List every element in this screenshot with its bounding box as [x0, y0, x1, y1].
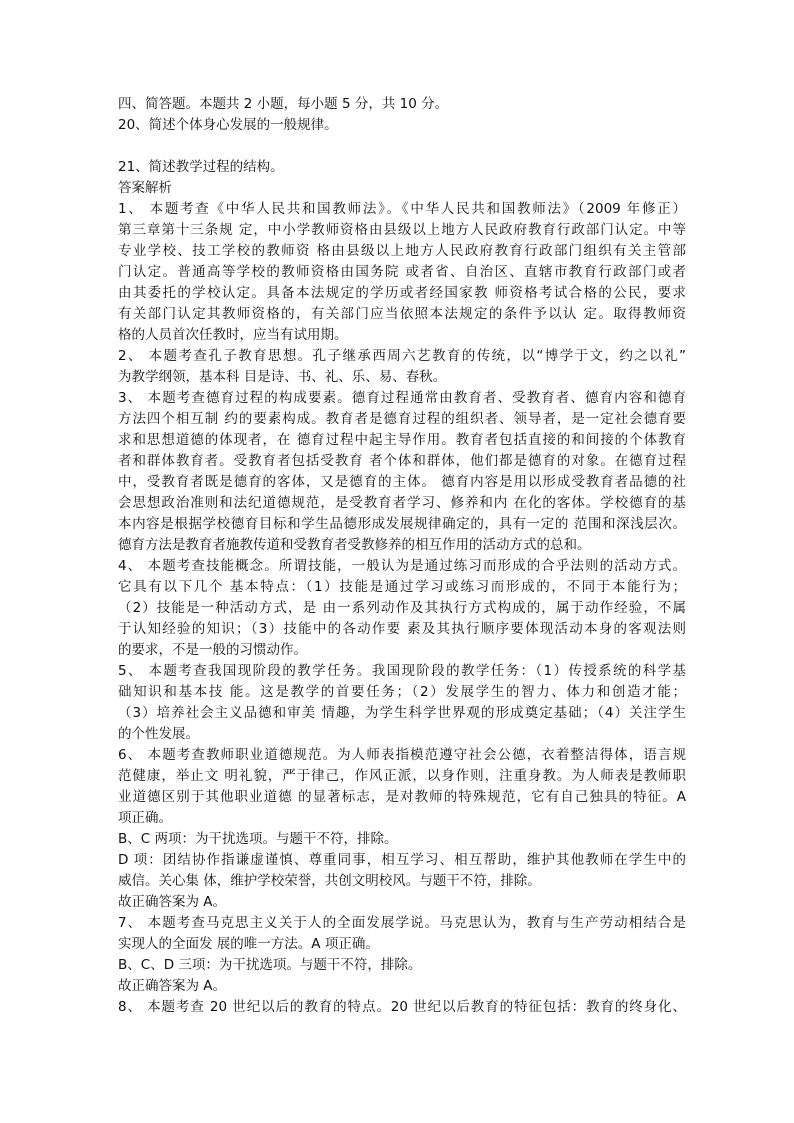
- text-line: 4、 本题考查技能概念。所谓技能，一般认为是通过练习而形成的合乎法则的活动方式。: [118, 558, 686, 574]
- text-line: B、C、D 三项：为干扰选项。与题干不符，排除。: [118, 957, 422, 973]
- text-line: 8、 本题考查 20 世纪以后的教育的特点。20 世纪以后教育的特征包括：教育的终身化、: [118, 999, 686, 1015]
- text-line: 德育方法是教育者施教传道和受教育者受教修养的相互作用的活动方式的总和。: [118, 537, 591, 553]
- text-line: 3、 本题考查德育过程的构成要素。德育过程通常由教育者、受教育者、德育内容和德育: [118, 390, 686, 406]
- text-line: 的个性发展。: [118, 726, 199, 742]
- text-line: 1、 本题考查《中华人民共和国教师法》。《中华人民共和国教师法》（2009 年修正）: [118, 201, 686, 217]
- text-line: 它具有以下几个 基本特点：（1）技能是通过学习或练习而形成的，不同于本能行为；: [118, 579, 686, 595]
- text-line: 威信。关心集 体，维护学校荣誉，共创文明校风。与题干不符，排除。: [118, 873, 541, 889]
- text-line: （2）技能是一种活动方式，是 由一系列动作及其执行方式构成的，属于动作经验，不属: [118, 600, 686, 616]
- text-line: 实现人的全面发 展的唯一方法。A 项正确。: [118, 936, 379, 952]
- text-line: 者和群体教育者。受教育者包括受教育 者个体和群体，他们都是德育的对象。在德育过程: [118, 453, 686, 469]
- text-line: 业道德区别于其他职业道德 的显著标志，是对教师的特殊规范，它有自己独具的特征。A: [118, 789, 686, 805]
- blank-line: [118, 136, 686, 157]
- text-line: B、C 两项：为干扰选项。与题干不符，排除。: [118, 831, 398, 847]
- text-line: 础知识和基本技 能。这是教学的首要任务；（2）发展学生的智力、体力和创造才能；: [118, 684, 686, 700]
- text-line: 21、简述教学过程的结构。: [118, 159, 284, 175]
- text-line: 四、简答题。本题共 2 小题，每小题 5 分，共 10 分。: [118, 96, 449, 112]
- text-line: （3）培养社会主义品德和审美 情趣，为学生科学世界观的形成奠定基础；（4）关注学生: [118, 705, 686, 721]
- text-line: 范健康，举止文 明礼貌，严于律己，作风正派，以身作则，注重身教。为人师表是教师职: [118, 768, 686, 784]
- text-line: 格的人员首次任教时，应当有试用期。: [118, 327, 348, 343]
- document-page: [118, 94, 686, 1018]
- text-line: 故正确答案为 A。: [118, 978, 227, 994]
- text-line: 于认知经验的知识；（3）技能中的各动作要 素及其执行顺序要体现活动本身的客观法则: [118, 621, 686, 637]
- text-line: 专业学校、技工学校的教师资 格由县级以上地方人民政府教育行政部门组织有关主管部: [118, 243, 686, 259]
- text-line: 中，受教育者既是德育的客体，又是德育的主体。 德育内容是用以形成受教育者品德的社: [118, 474, 686, 490]
- text-line: 门认定。普通高等学校的教师资格由国务院 或者省、自治区、直辖市教育行政部门或者: [118, 264, 686, 280]
- text-line: 会思想政治准则和法纪道德规范，是受教育者学习、修养和内 在化的客体。学校德育的基: [118, 495, 686, 511]
- text-line: D 项：团结协作指谦虚谨慎、尊重同事，相互学习、相互帮助，维护其他教师在学生中的: [118, 852, 686, 868]
- text-line: 故正确答案为 A。: [118, 894, 227, 910]
- text-line: 项正确。: [118, 810, 172, 826]
- text-line: 有关部门认定其教师资格的，有关部门应当依照本法规定的条件予以认 定。取得教师资: [118, 306, 686, 322]
- text-line: 的要求，不是一般的习惯动作。: [118, 642, 307, 658]
- text-line: 本内容是根据学校德育目标和学生品德形成发展规律确定的，具有一定的 范围和深浅层次。: [118, 516, 686, 532]
- text-line: 第三章第十三条规 定，中小学教师资格由县级以上地方人民政府教育行政部门认定。中等: [118, 222, 686, 238]
- text-line: 求和思想道德的体现者，在 德育过程中起主导作用。教育者包括直接的和间接的个体教育: [118, 432, 686, 448]
- text-line: 为教学纲领，基本科 目是诗、书、礼、乐、易、春秋。: [118, 369, 447, 385]
- text-line: 20、简述个体身心发展的一般规律。: [118, 117, 338, 133]
- text-line: 5、 本题考查我国现阶段的教学任务。我国现阶段的教学任务：（1）传授系统的科学基: [118, 663, 686, 679]
- text-line: 6、 本题考查教师职业道德规范。为人师表指模范遵守社会公德，衣着整洁得体，语言规: [118, 747, 686, 763]
- text-line: 2、 本题考查孔子教育思想。孔子继承西周六艺教育的传统，以“博学于文，约之以礼”: [118, 348, 686, 364]
- text-line: 由其委托的学校认定。具备本法规定的学历或者经国家教 师资格考试合格的公民，要求: [118, 285, 686, 301]
- text-line: 方法四个相互制 约的要素构成。教育者是德育过程的组织者、领导者，是一定社会德育要: [118, 411, 686, 427]
- text-line: 7、 本题考查马克思主义关于人的全面发展学说。马克思认为，教育与生产劳动相结合是: [118, 915, 686, 931]
- text-line: 答案解析: [118, 180, 172, 196]
